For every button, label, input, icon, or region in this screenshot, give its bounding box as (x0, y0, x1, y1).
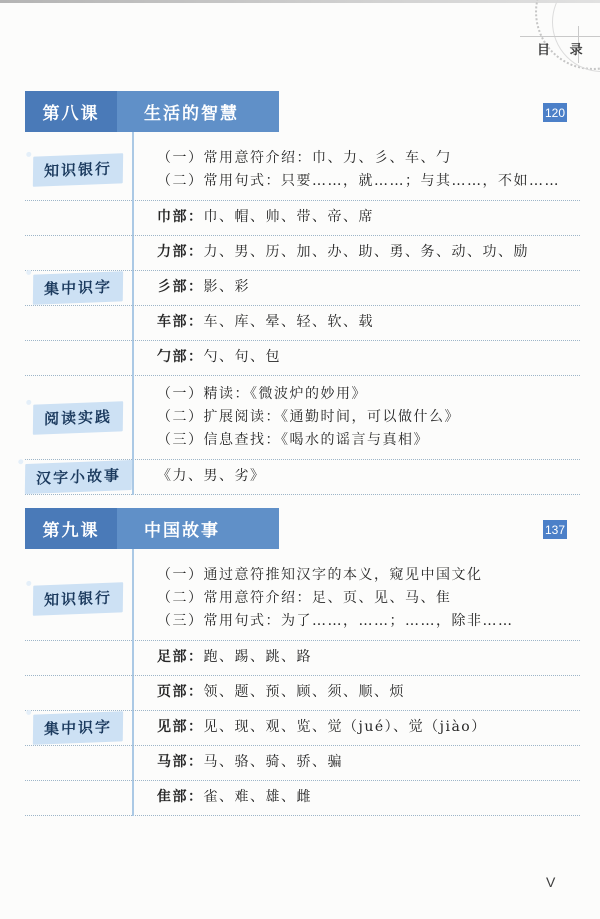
line-text: 勺、句、包 (203, 349, 281, 365)
line-text: 巾、帽、帅、带、帝、席 (203, 209, 374, 225)
toc-line (157, 276, 580, 299)
line-text: 马、骆、骑、骄、骗 (203, 754, 343, 770)
content-group (141, 746, 580, 780)
content-group (141, 341, 580, 375)
label-column (25, 557, 132, 640)
dotted-separator (25, 745, 580, 746)
content-group (141, 376, 580, 459)
content-group (141, 676, 580, 710)
radical-prefix: 见部： (157, 719, 204, 735)
section-knowledge-bank (25, 140, 580, 200)
page-number-footer: V (546, 874, 557, 890)
section-tag: 集中识字 (33, 711, 123, 744)
content-group (141, 201, 580, 235)
line-text: （一）通过意符推知汉字的本义，窥见中国文化 (157, 567, 483, 583)
toc-line (157, 311, 580, 334)
lesson-number: 第八课 (25, 91, 117, 132)
line-text: （一）常用意符介绍：巾、力、彡、车、勹 (157, 150, 452, 166)
lesson-number: 第九课 (25, 508, 117, 549)
line-text: （一）精读：《微波炉的妙用》 (157, 386, 367, 402)
toc-line (157, 716, 580, 739)
content-group (141, 557, 580, 640)
dotted-separator (25, 235, 580, 236)
lesson-8-header (25, 91, 580, 132)
lesson-title: 中国故事 (117, 508, 279, 549)
content-group (141, 140, 580, 200)
radical-prefix: 勹部： (157, 349, 204, 365)
label-column (25, 140, 132, 200)
label-column (25, 376, 132, 459)
radical-prefix: 马部： (157, 754, 204, 770)
header-horizontal-rule (520, 36, 600, 37)
toc-line (157, 147, 580, 170)
section-character-story (25, 460, 580, 494)
toc-line (157, 646, 580, 669)
content-column (132, 557, 580, 640)
toc-line (157, 170, 580, 193)
line-text: 车、库、晕、轻、软、载 (203, 314, 374, 330)
line-text: 领、题、预、顾、须、顺、烦 (203, 684, 405, 700)
dotted-separator (25, 494, 580, 495)
radical-prefix: 力部： (157, 244, 204, 260)
page-number-badge: 120 (543, 103, 567, 122)
content-group (141, 711, 580, 745)
section-knowledge-bank (25, 557, 580, 640)
lesson-9-header (25, 508, 580, 549)
scan-top-edge (0, 0, 600, 3)
toc-line (157, 383, 580, 406)
section-tag: 汉字小故事 (25, 460, 132, 494)
line-text: 雀、难、雄、雌 (203, 789, 312, 805)
radical-prefix: 隹部： (157, 789, 204, 805)
radical-prefix: 足部： (157, 649, 204, 665)
section-tag: 阅读实践 (33, 401, 123, 434)
line-text: （二）扩展阅读：《通勤时间，可以做什么》 (157, 409, 460, 425)
toc-line (157, 610, 580, 633)
line-text: （三）信息查找：《喝水的谣言与真相》 (157, 432, 429, 448)
radical-prefix: 巾部： (157, 209, 204, 225)
line-text: （二）常用句式：只要……，就……；与其……，不如…… (157, 173, 560, 189)
toc-line (157, 346, 580, 369)
line-text: 见、现、观、览、觉（jué）、觉（jiào） (203, 719, 487, 735)
content-column (132, 140, 580, 200)
label-column (25, 460, 132, 494)
toc-line (157, 587, 580, 610)
toc-line (157, 786, 580, 809)
line-text: （三）常用句式：为了……，……；……，除非…… (157, 613, 514, 629)
toc-line (157, 406, 580, 429)
content-group (141, 271, 580, 305)
content-column (132, 641, 580, 815)
section-character-study (25, 201, 580, 375)
dotted-separator (25, 675, 580, 676)
line-text: 跑、踢、跳、路 (203, 649, 312, 665)
toc-line (157, 751, 580, 774)
content-group (141, 236, 580, 270)
section-character-study (25, 641, 580, 815)
toc-line (157, 465, 580, 488)
lesson-8-block (25, 91, 580, 495)
content-group (141, 306, 580, 340)
toc-line (157, 206, 580, 229)
content-column (132, 201, 580, 375)
section-reading-practice (25, 376, 580, 459)
toc-line (157, 681, 580, 704)
lesson-9-block (25, 508, 580, 816)
section-tag: 知识银行 (33, 153, 123, 186)
line-text: 影、彩 (203, 279, 250, 295)
content-column (132, 376, 580, 459)
content-column (132, 460, 580, 494)
line-text: （二）常用意符介绍：足、页、见、马、隹 (157, 590, 452, 606)
line-text: 《力、男、劣》 (157, 468, 266, 484)
toc-line (157, 429, 580, 452)
toc-line (157, 564, 580, 587)
dotted-separator (25, 305, 580, 306)
dotted-separator (25, 815, 580, 816)
label-column (25, 641, 132, 815)
dotted-separator (25, 340, 580, 341)
radical-prefix: 彡部： (157, 279, 204, 295)
lesson-title: 生活的智慧 (117, 91, 279, 132)
lesson-9-body (25, 557, 580, 816)
radical-prefix: 车部： (157, 314, 204, 330)
page-title: 目 录 (537, 42, 591, 57)
line-text: 力、男、历、加、办、助、勇、务、动、功、励 (203, 244, 529, 260)
page-number-badge: 137 (543, 520, 567, 539)
radical-prefix: 页部： (157, 684, 204, 700)
content-group (141, 460, 580, 494)
toc-line (157, 241, 580, 264)
content-group (141, 781, 580, 815)
section-tag: 集中识字 (33, 271, 123, 304)
content-group (141, 641, 580, 675)
dotted-separator (25, 780, 580, 781)
label-column (25, 201, 132, 375)
section-tag: 知识银行 (33, 582, 123, 615)
lesson-8-body (25, 140, 580, 495)
